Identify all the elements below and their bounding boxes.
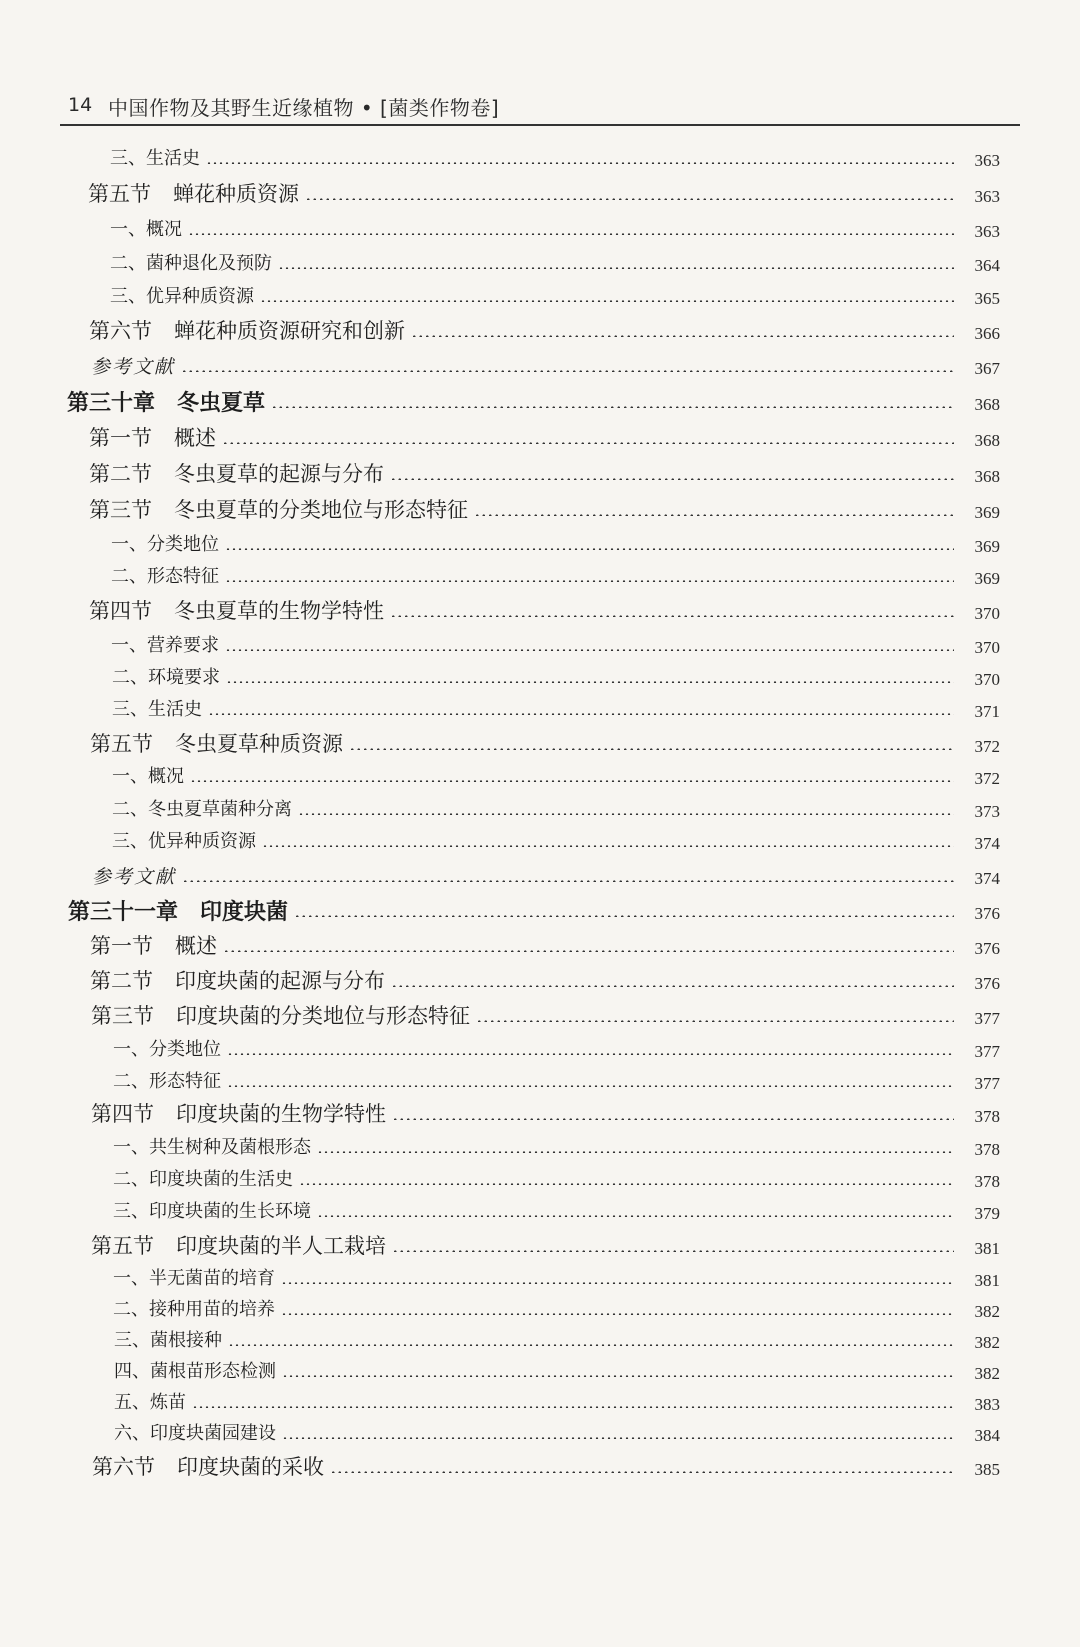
toc-row [113,1260,1000,1294]
toc-row [113,1063,1000,1097]
toc-row [91,998,1000,1032]
toc-entry-number: 第五节 [88,182,151,206]
toc-page-number: 372 [974,769,1000,788]
toc-page-number: 378 [974,1172,1000,1191]
toc-page-number: 369 [974,569,1000,588]
toc-row [89,313,1000,347]
dot-leader [298,813,954,815]
toc-page-number: 381 [974,1239,1000,1258]
toc-entry-title: 三、优异种质资源 [112,831,256,852]
header-page-number: 14 [68,94,93,116]
dot-leader [262,845,954,847]
dot-leader [317,1215,954,1217]
dot-leader [222,442,954,444]
toc-entry-number: 第三节 [89,498,152,522]
toc-entry-label: 蝉花种质资源 [173,182,299,206]
toc-entry-title: 二、冬虫夏草菌种分离 [112,799,292,820]
toc-row [90,928,1000,962]
toc-page-number: 384 [974,1426,1000,1445]
toc-entry-title: 五、炼苗 [114,1392,186,1413]
dot-leader [227,1085,954,1087]
toc-entry-title [89,422,216,452]
toc-entry-title [88,178,299,208]
toc-row [112,823,1000,857]
toc-entry-number: 第四节 [91,1102,154,1126]
toc-page-number: 373 [974,802,1000,821]
toc-row [110,211,1000,245]
toc-entry-label: 冬虫夏草的起源与分布 [174,462,384,486]
toc-entry-label: 概述 [174,426,216,450]
toc-page-number: 370 [974,638,1000,657]
toc-entry-number: 第五节 [90,732,153,756]
toc-row [91,1228,1000,1262]
toc-entry-title: 六、印度块菌园建设 [114,1423,276,1444]
toc-entry-title [91,1000,470,1030]
dot-leader [390,615,954,617]
toc-page-number: 366 [974,324,1000,343]
toc-entry-label: 概述 [175,934,217,958]
toc-row [89,420,1000,454]
toc-entry-title: 三、印度块菌的生长环境 [113,1201,311,1222]
dot-leader [226,681,954,683]
toc-row [111,558,1000,592]
toc-entry-title: 二、印度块菌的生活史 [113,1169,293,1190]
toc-row [114,1415,1000,1449]
toc-page-number: 365 [974,289,1000,308]
dot-leader [392,1118,954,1120]
toc-entry-title: 一、共生树种及菌根形态 [113,1137,311,1158]
toc-entry-label: 印度块菌的半人工栽培 [176,1234,386,1258]
dot-leader [206,162,954,164]
toc-entry-title: 三、生活史 [112,699,202,720]
toc-entry-title [91,1230,386,1260]
toc-entry-title [89,494,468,524]
toc-entry-number: 第二节 [89,462,152,486]
toc-entry-number: 第三节 [91,1004,154,1028]
toc-row [67,384,1000,418]
toc-entry-title: 参考文献 [92,865,177,888]
toc-page-number: 371 [974,702,1000,721]
toc-entry-title [91,1098,386,1128]
toc-entry-title: 四、菌根苗形态检测 [114,1361,276,1382]
toc-row [113,1161,1000,1195]
toc-entry-number: 第六节 [92,1455,155,1479]
toc-row [114,1353,1000,1387]
dot-leader [330,1471,954,1473]
toc-entry-title: 一、概况 [110,219,182,240]
toc-row [88,176,1000,210]
toc-entry-title: 二、接种用苗的培养 [113,1299,275,1320]
dot-leader [281,1313,954,1315]
toc-row [68,893,1000,927]
toc-entry-title [89,595,384,625]
toc-row [114,1322,1000,1356]
dot-leader [188,233,954,235]
toc-entry-title: 二、形态特征 [111,566,219,587]
toc-page-number: 385 [974,1460,1000,1479]
dot-leader [392,1250,954,1252]
toc-page-number: 374 [974,834,1000,853]
toc-page-number: 370 [974,604,1000,623]
toc-entry-title [89,458,384,488]
dot-leader [260,300,954,302]
toc-page-number: 378 [974,1140,1000,1159]
dot-leader [227,1053,954,1055]
toc-entry-title [89,315,405,345]
toc-page-number: 363 [974,151,1000,170]
toc-row [111,526,1000,560]
toc-entry-label: 冬虫夏草 [177,389,266,416]
toc-entry-label: 印度块菌的生物学特性 [176,1102,386,1126]
toc-page-number: 382 [974,1333,1000,1352]
dot-leader [208,713,954,715]
toc-row [112,659,1000,693]
toc-row [113,1291,1000,1325]
toc-entry-label: 印度块菌的起源与分布 [175,969,385,993]
dot-leader [390,478,954,480]
toc-entry-number: 第四节 [89,599,152,623]
dot-leader [349,748,954,750]
toc-entry-title: 一、半无菌苗的培育 [113,1268,275,1289]
dot-leader [317,1151,954,1153]
toc-entry-number: 第六节 [89,319,152,343]
toc-page-number: 382 [974,1364,1000,1383]
toc-page-number: 369 [974,503,1000,522]
toc-page-number: 367 [974,359,1000,378]
toc-page-number: 377 [974,1074,1000,1093]
toc-row [89,593,1000,627]
dot-leader [181,370,954,372]
toc-row [111,627,1000,661]
toc-entry-title [90,965,385,995]
dot-leader [305,198,954,200]
toc-row [112,691,1000,725]
toc-page-number: 368 [974,467,1000,486]
toc-row [90,726,1000,760]
dot-leader [282,1437,954,1439]
toc-entry-number: 第五节 [91,1234,154,1258]
toc-entry-label: 印度块菌 [200,898,289,925]
toc-page-number: 364 [974,256,1000,275]
dot-leader [190,780,954,782]
toc-row [89,492,1000,526]
toc-row [110,245,1000,279]
toc-page-number: 381 [974,1271,1000,1290]
toc-page-number: 377 [974,1009,1000,1028]
toc-page-number: 379 [974,1204,1000,1223]
toc-row [110,140,1000,174]
toc-entry-number: 第二节 [90,969,153,993]
toc-entry-title [90,930,217,960]
toc-page-number: 368 [974,395,1000,414]
toc-entry-title: 参考文献 [91,355,176,378]
dot-leader [476,1020,954,1022]
toc-page-number: 378 [974,1107,1000,1126]
dot-leader [282,1375,954,1377]
dot-leader [278,267,954,269]
toc-page-number: 376 [974,974,1000,993]
toc-entry-title: 一、营养要求 [111,635,219,656]
toc-page-number: 376 [974,904,1000,923]
toc-entry-number: 第三十章 [67,389,156,416]
dot-leader [228,1344,954,1346]
toc-page-number: 363 [974,187,1000,206]
toc-page-number: 377 [974,1042,1000,1061]
dot-leader [192,1406,954,1408]
toc-entry-label: 印度块菌的采收 [177,1455,324,1479]
dot-leader [391,985,954,987]
dot-leader [223,950,954,952]
toc-entry-title: 一、概况 [112,766,184,787]
toc-page-number: 363 [974,222,1000,241]
toc-entry-number: 第一节 [89,426,152,450]
dot-leader [225,649,954,651]
toc-entry-label: 印度块菌的分类地位与形态特征 [176,1004,470,1028]
dot-leader [281,1282,954,1284]
toc-row [90,963,1000,997]
toc-page-number: 370 [974,670,1000,689]
dot-leader [411,335,954,337]
toc-row [113,1193,1000,1227]
toc-row [92,858,1000,892]
toc-entry-number: 第一节 [90,934,153,958]
toc-entry-title: 三、生活史 [110,148,200,169]
toc-row [113,1031,1000,1065]
toc-entry-title [67,386,265,417]
toc-row [112,791,1000,825]
toc-entry-title: 三、优异种质资源 [110,286,254,307]
toc-entry-title [92,1451,324,1481]
toc-entry-label: 蝉花种质资源研究和创新 [174,319,405,343]
toc-entry-title: 一、分类地位 [111,534,219,555]
toc-entry-label: 冬虫夏草的生物学特性 [174,599,384,623]
toc-row [114,1384,1000,1418]
dot-leader [299,1183,954,1185]
dot-leader [294,915,954,917]
toc-page-number: 376 [974,939,1000,958]
toc-entry-title: 二、形态特征 [113,1071,221,1092]
dot-leader [225,548,954,550]
toc-entry-title [90,728,343,758]
toc-page-number: 382 [974,1302,1000,1321]
header-book-title: 中国作物及其野生近缘植物 • [菌类作物卷] [108,96,500,120]
toc-entry-title: 二、环境要求 [112,667,220,688]
toc-row [91,1096,1000,1130]
toc-entry-title: 三、菌根接种 [114,1330,222,1351]
toc-row [112,758,1000,792]
toc-page-number: 369 [974,537,1000,556]
toc-row [113,1129,1000,1163]
toc-page-number: 383 [974,1395,1000,1414]
toc-entry-number: 第三十一章 [68,898,179,925]
toc-page-number: 368 [974,431,1000,450]
toc-row [110,278,1000,312]
toc-entry-title [68,895,288,926]
toc-entry-label: 冬虫夏草的分类地位与形态特征 [174,498,468,522]
toc-page-number: 374 [974,869,1000,888]
dot-leader [474,514,954,516]
toc-entry-title: 一、分类地位 [113,1039,221,1060]
toc-entry-label: 冬虫夏草种质资源 [175,732,343,756]
dot-leader [271,406,954,408]
toc-row [89,456,1000,490]
toc-row [91,348,1000,382]
dot-leader [182,880,954,882]
toc-page-number: 372 [974,737,1000,756]
toc-row [92,1449,1000,1483]
dot-leader [225,580,954,582]
toc-entry-title: 二、菌种退化及预防 [110,253,272,274]
